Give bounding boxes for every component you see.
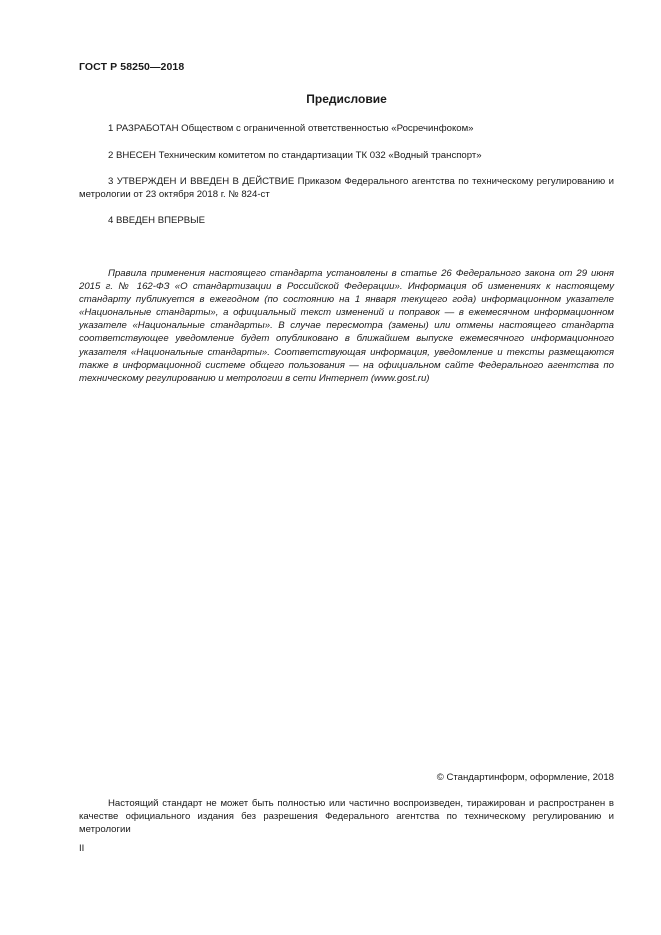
document-code: ГОСТ Р 58250—2018 (79, 61, 185, 73)
foreword-item-developed: 1 РАЗРАБОТАН Обществом с ограниченной ответственностью «Росречинфоком» (108, 123, 474, 134)
application-rules-note: Правила применения настоящего стандарта установлены в статье 26 Федерального закона от 29 июня 2015 г. № 162-ФЗ «О стандартизации в Российской Федерации». Информация об изменениях к настоящему стандарту публикуется в ежегодном (по состоянию на 1 января текущего года) информационном указателе «Национальные стандарты», а официальный текст изменений и поправок — в ежемесячном информационном указателе «Национальные стандарты». В случае пересмотра (замены) или отмены настоящего стандарта соответствующее уведомление будет опубликовано в ближайшем выпуске ежемесячного информационного указателя «Национальные стандарты». Соответствующая информация, уведомление и тексты размещаются также в информационной системе общего пользования — на официальном сайте Федерального агентства по техническому регулированию и метрологии в сети Интернет (www.gost.ru) (79, 268, 614, 384)
reproduction-notice: Настоящий стандарт не может быть полностью или частично воспроизведен, тиражирован и распространен в качестве официального издания без разрешения Федерального агентства по техническому регулированию и метрологии (79, 798, 614, 835)
foreword-item-introduced: 4 ВВЕДЕН ВПЕРВЫЕ (108, 215, 206, 226)
foreword-item-approved: 3 УТВЕРЖДЕН И ВВЕДЕН В ДЕЙСТВИЕ Приказом Федерального агентства по техническому регулированию и метрологии от 23 октября 2018 г. № 824-ст (79, 176, 614, 200)
copyright-notice: © Стандартинформ, оформление, 2018 (436, 772, 614, 783)
foreword-item-submitted: 2 ВНЕСЕН Техническим комитетом по стандартизации ТК 032 «Водный транспорт» (108, 150, 482, 161)
section-title: Предисловие (306, 92, 387, 106)
page-number: II (79, 843, 85, 854)
